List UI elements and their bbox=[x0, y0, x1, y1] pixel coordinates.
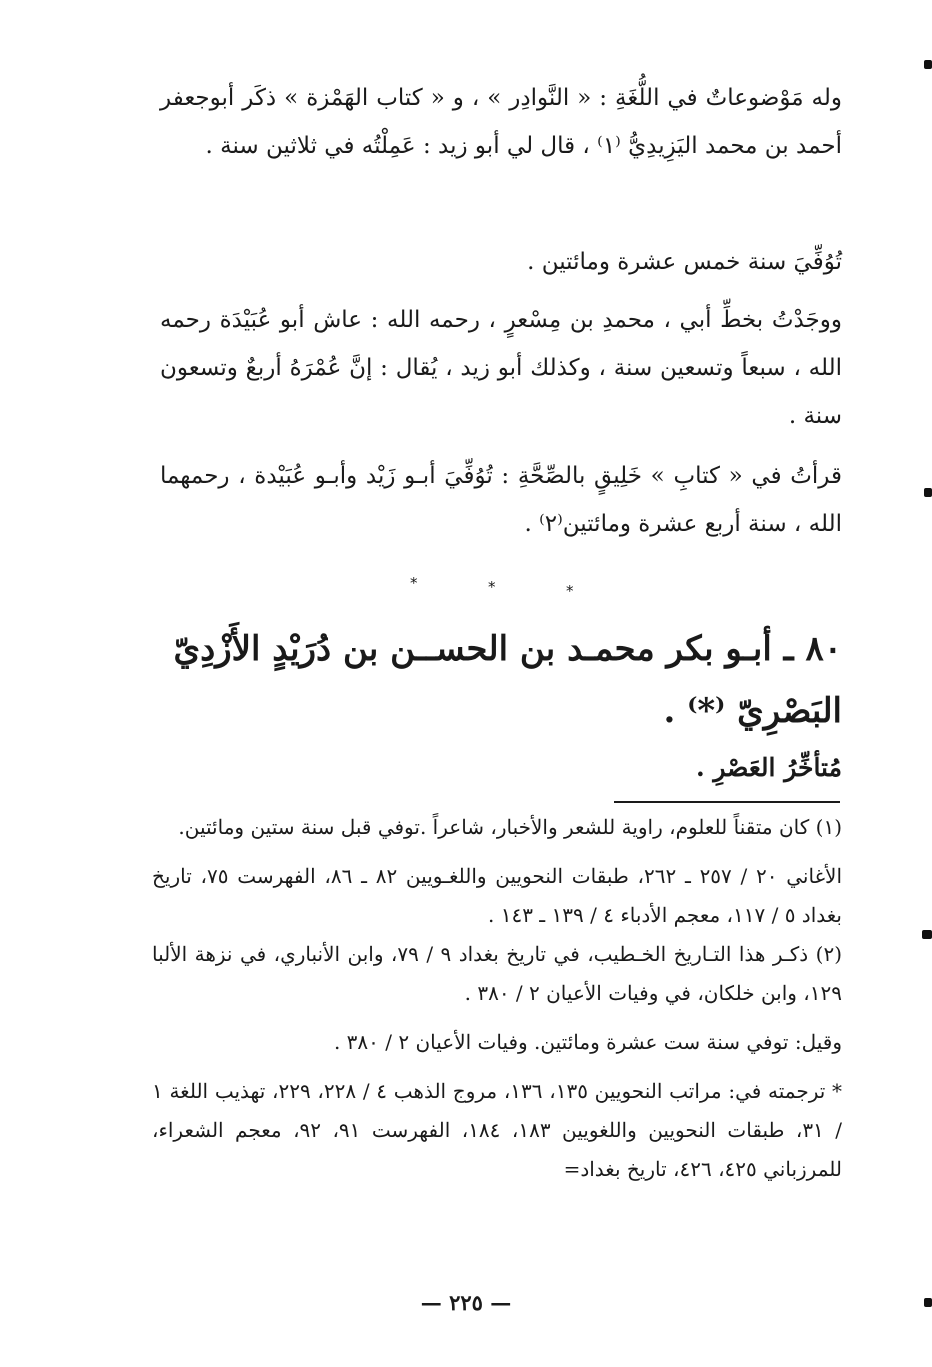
binding-mark bbox=[924, 488, 932, 497]
paragraph-text: وله مَوْضوعاتٌ في اللُّغَةِ : « النَّوادِر » ، و « كتاب الهَمْزة » ذكَر أبوجعفر أحمد بن محمد اليَزِيدِيُّ ⁽١⁾ ، قال لي أبو زيد : عَمِلْتُه في ثلاثين سنة . bbox=[160, 85, 842, 159]
footnote: * ترجمته في: مراتب النحويين ١٣٥، ١٣٦، مروج الذهب ٤ / ٢٢٨، ٢٢٩، تهذيب اللغة ١ / ٣١، طبقات النحويين واللغويين ١٨٣، ١٨٤، الفهرست ٩١، ٩٢، معجم الشعراء، للمرزباني ٤٢٥، ٤٢٦، تاريخ بغداد= bbox=[152, 1079, 843, 1181]
paragraph-reading bbox=[160, 452, 842, 548]
footnote: وقيل: توفي سنة ست عشرة ومائتين. وفيات الأعيان ٢ / ٣٨٠ . bbox=[333, 1030, 842, 1054]
asterisk-ornament: * bbox=[488, 578, 496, 596]
footnote-divider bbox=[614, 801, 840, 803]
footnote: (١) كان متقناً للعلوم، راوية للشعر والأخبار، شاعراً .توفي قبل سنة ستين ومائتين. bbox=[178, 815, 842, 839]
section-separator bbox=[0, 568, 932, 608]
paragraph-handwriting bbox=[160, 296, 842, 440]
binding-mark bbox=[922, 930, 932, 939]
paragraph-death bbox=[160, 238, 842, 286]
paragraph-text: تُوُفِّيَ سنة خمس عشرة ومائتين . bbox=[527, 249, 842, 275]
entry-title: ٨٠ ـ أبـو بكر محمـد بن الحســن بن دُرَيْدٍ الأَزْدِيّ البَصْرِيّ ⁽*⁾ . bbox=[173, 629, 842, 731]
paragraph-text: قرأتُ في « كتابِ » خَلِيقٍ بالصِّحَّةِ : تُوُفِّيَ أبـو زَيْد وأبـو عُبَيْدة ، رحمهما الله ، سنة أربع عشرة ومائتين⁽٢⁾ . bbox=[160, 463, 842, 537]
binding-mark bbox=[924, 60, 932, 69]
paragraph-text: ووجَدْتُ بخطِّ أبي ، محمدِ بن مِسْعرٍ ، رحمه الله : عاش أبو عُبَيْدَة رحمه الله ، سبعاً وتسعين سنة ، وكذلك أبو زيد ، يُقال : إنَّ عُمْرَهُ أربعٌ وتسعون سنة . bbox=[160, 307, 842, 429]
page-number: — ٢٢٥ — bbox=[420, 1290, 512, 1315]
asterisk-ornament: * bbox=[410, 574, 418, 592]
footnotes bbox=[152, 808, 842, 1189]
footnote: الأغاني ٢٠ / ٢٥٧ ـ ٢٦٢، طبقات النحويين واللغـويين ٨٢ ـ ٨٦، الفهرست ٧٥، تاريخ بغداد ٥ / ١١٧، معجم الأدباء ٤ / ١٣٩ ـ ١٤٣ . bbox=[152, 864, 843, 927]
paragraph-works bbox=[160, 74, 842, 170]
binding-mark bbox=[924, 1298, 932, 1307]
footnote: (٢) ذكـر هذا التـاريخ الخـطيب، في تاريخ بغداد ٩ / ٧٩، وابن الأنباري، في نزهة الألبا ١٢٩، وابن خلكان، في وفيات الأعيان ٢ / ٣٨٠ . bbox=[152, 942, 843, 1005]
asterisk-ornament: * bbox=[566, 582, 574, 600]
entry-subtitle: مُتأخِّرُ العَصْرِ . bbox=[695, 753, 842, 782]
